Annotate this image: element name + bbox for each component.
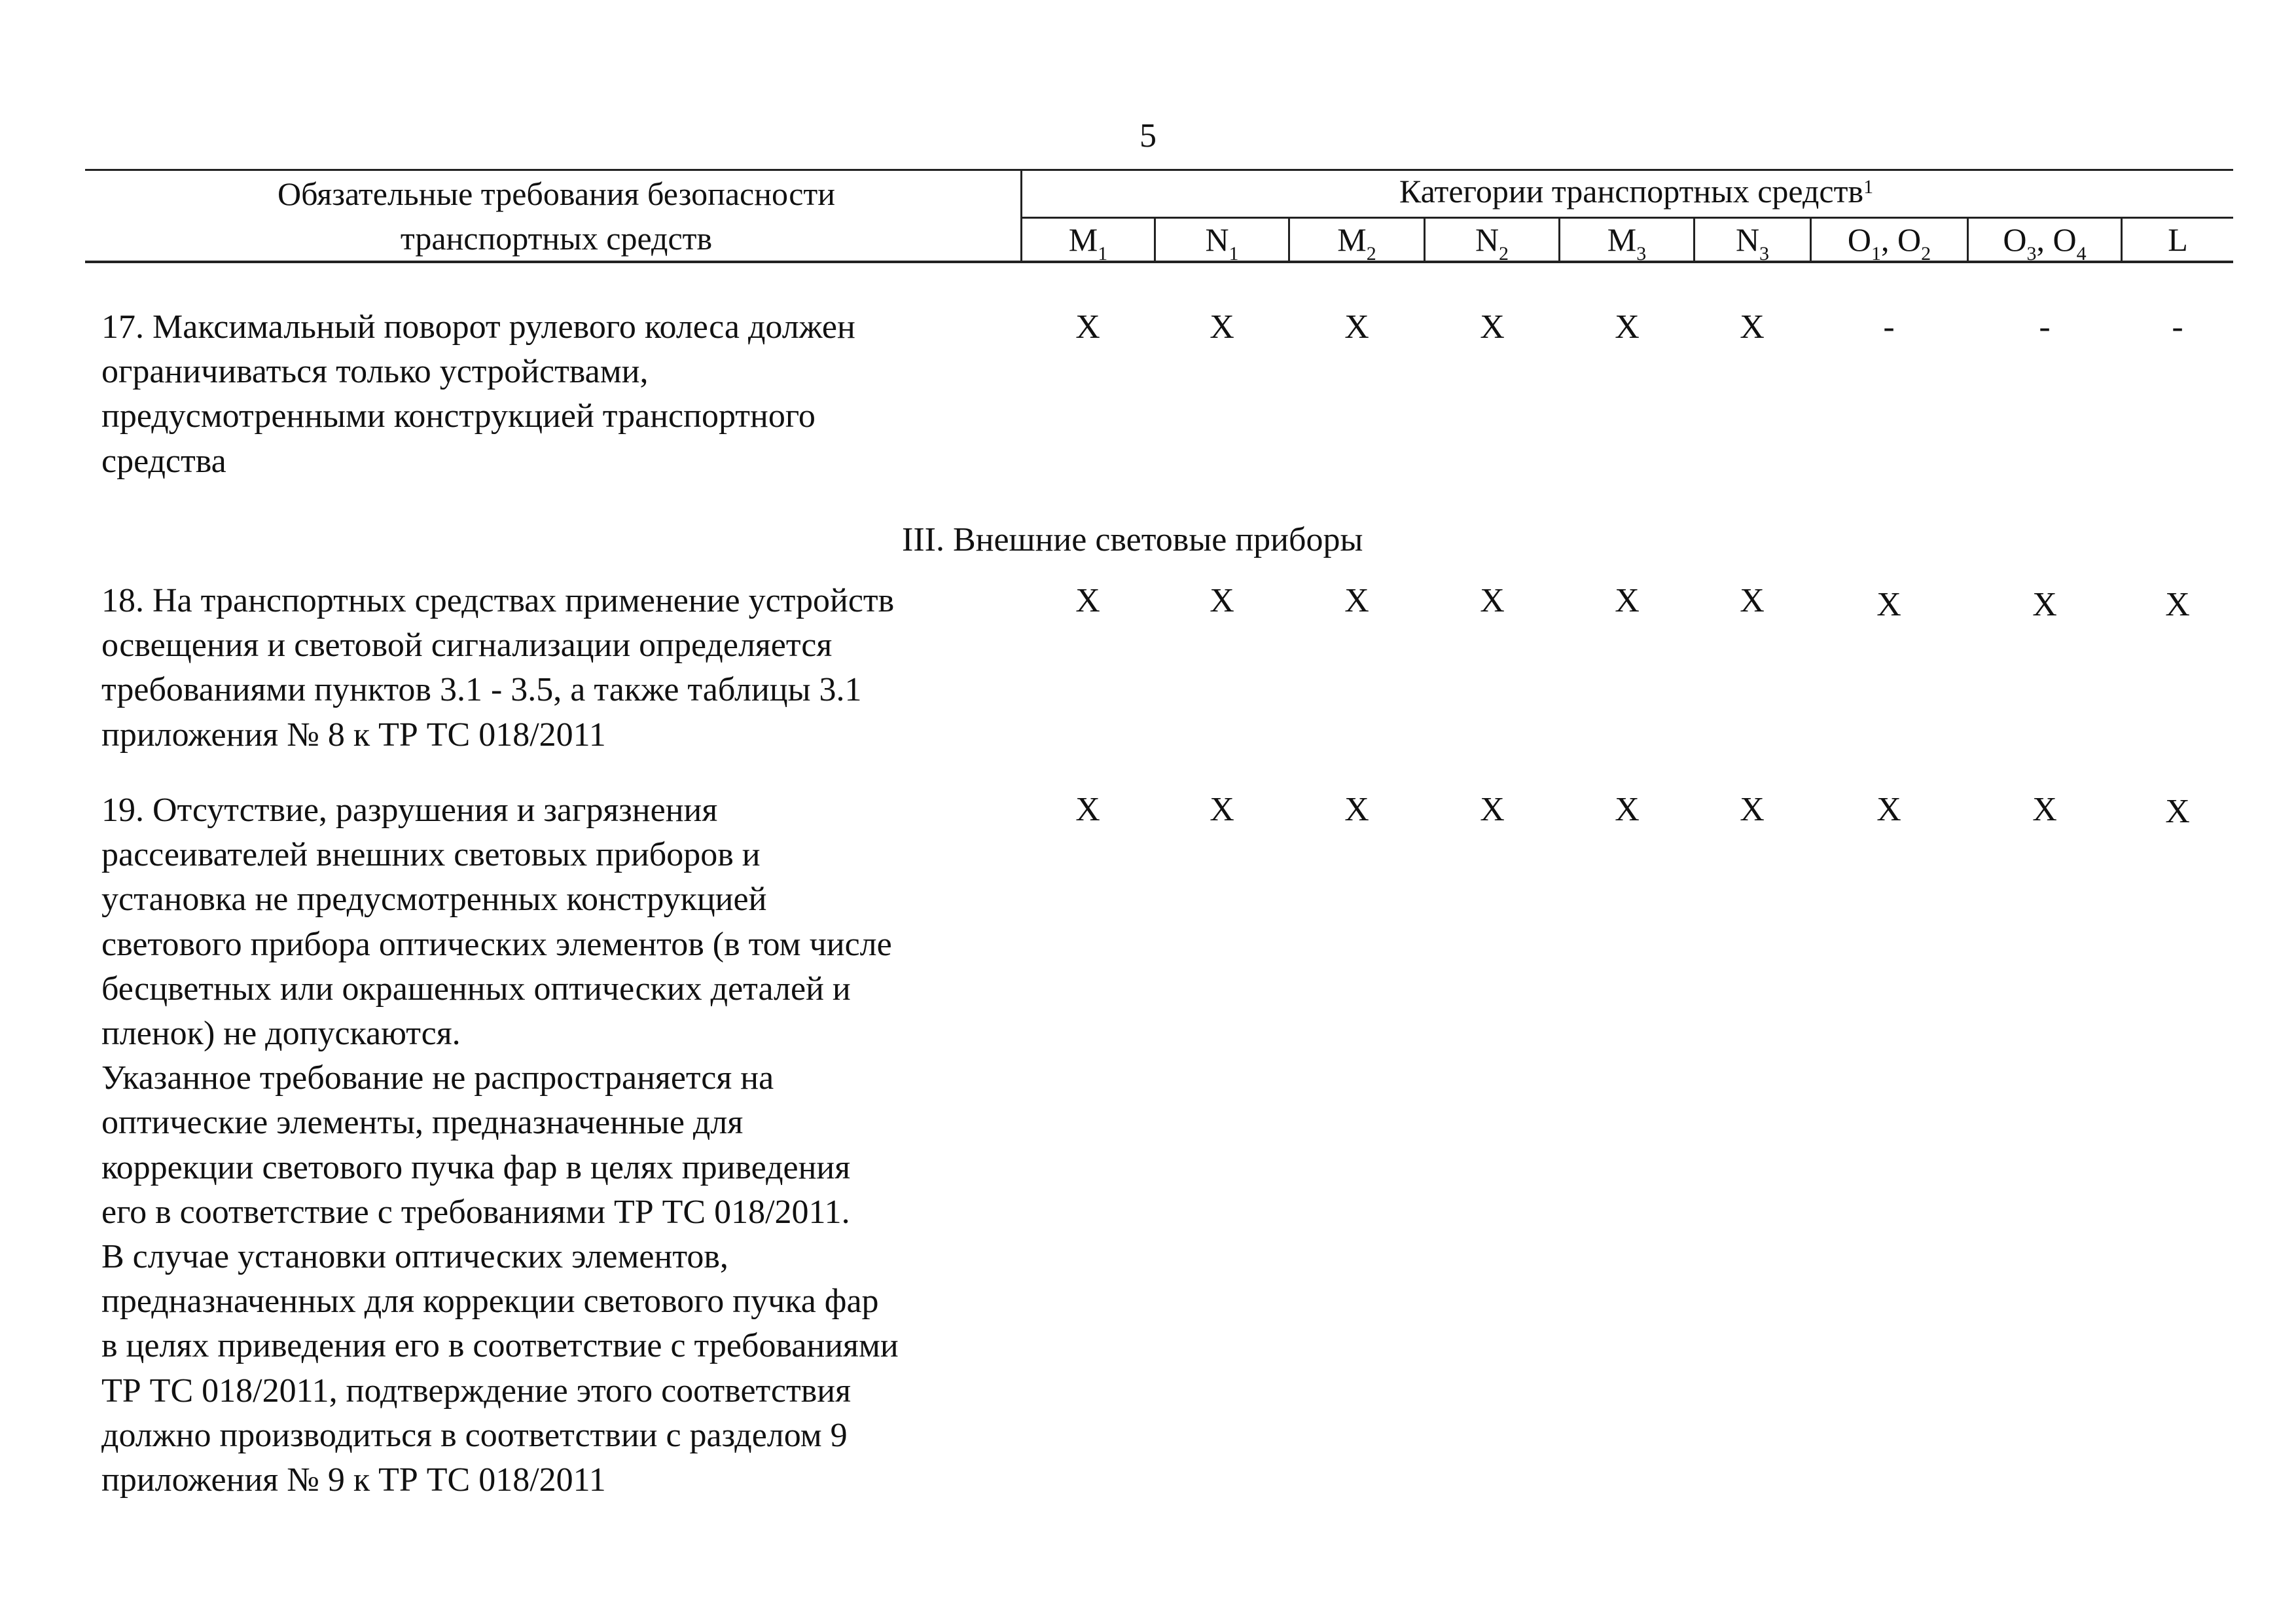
category-n2: $N_2$	[1475, 221, 1509, 264]
mark-o1-o2: X	[1876, 791, 1901, 828]
categories-column-header	[1021, 169, 2251, 213]
requirement-19-text	[101, 788, 1018, 1503]
header-bottom-rule	[85, 261, 2233, 263]
mark-n3: X	[1740, 308, 1765, 346]
mark-l: X	[2165, 586, 2190, 623]
mark-n2: X	[1480, 308, 1505, 346]
category-n1: $N_1$	[1205, 221, 1239, 264]
mark-m1: X	[1075, 308, 1100, 346]
mark-o3-o4: X	[2032, 586, 2057, 623]
mark-m2: X	[1344, 791, 1369, 828]
text-line: в целях приведения его в соответствие с требованиями	[101, 1327, 899, 1365]
text-line: рассеивателей внешних световых приборов и	[101, 836, 761, 874]
text-line: светового прибора оптических элементов (в том числе	[101, 925, 892, 963]
text-line: должно производиться в соответствии с разделом 9	[101, 1416, 848, 1454]
text-line: его в соответствие с требованиями ТР ТС 018/2011.	[101, 1193, 850, 1231]
mark-m1: X	[1075, 582, 1100, 619]
text-line: коррекции светового пучка фар в целях приведения	[101, 1148, 851, 1186]
mark-n2: X	[1480, 791, 1505, 828]
mark-m2: X	[1344, 582, 1369, 619]
category-m3: $M_3$	[1607, 221, 1647, 264]
text-line: требованиями пунктов 3.1 - 3.5, а также таблицы 3.1	[101, 671, 862, 709]
text-line: средства	[101, 442, 226, 480]
mark-m3: X	[1615, 791, 1640, 828]
mark-o3-o4: X	[2032, 791, 2057, 828]
category-o1-o2: $O_1$, $O_2$	[1847, 221, 1931, 264]
text-line: оптические элементы, предназначенные для	[101, 1104, 744, 1142]
category-l: L	[2168, 221, 2188, 258]
footnote-mark: 1	[1863, 176, 1874, 198]
mark-n1: X	[1210, 791, 1234, 828]
text-line: приложения № 8 к ТР ТС 018/2011	[101, 716, 606, 754]
text-line: установка не предусмотренных конструкцией	[101, 881, 767, 919]
requirements-column-header-line2: транспортных средств	[400, 220, 713, 257]
text-line: пленок) не допускаются.	[101, 1015, 461, 1053]
text-line: ТР ТС 018/2011, подтверждение этого соответствия	[101, 1372, 851, 1410]
text-line: В случае установки оптических элементов,	[101, 1238, 728, 1276]
mark-m1: X	[1075, 791, 1100, 828]
mark-m2: X	[1344, 308, 1369, 346]
category-o3-o4: $O_3$, $O_4$	[2003, 221, 2087, 264]
mark-n1: X	[1210, 308, 1234, 346]
mark-m3: X	[1615, 308, 1640, 346]
text-line: освещения и световой сигнализации определяется	[101, 627, 833, 665]
mark-l: -	[2172, 308, 2183, 346]
mark-m3: X	[1615, 582, 1640, 619]
categories-label: Категории транспортных средств	[1399, 173, 1864, 210]
requirements-column-header-line1: Обязательные требования безопасности	[277, 175, 836, 212]
mark-o3-o4: -	[2039, 308, 2051, 346]
text-line: Указанное требование не распространяется на	[101, 1059, 774, 1097]
requirement-17-text	[101, 305, 1018, 484]
text-line: 18. На транспортных средствах применение устройств	[101, 582, 895, 619]
mark-n2: X	[1480, 582, 1505, 619]
mark-o1-o2: -	[1883, 308, 1895, 346]
category-m2: $M_2$	[1337, 221, 1376, 264]
text-line: предназначенных для коррекции светового пучка фар	[101, 1283, 879, 1321]
mark-n3: X	[1740, 582, 1765, 619]
text-line: 17. Максимальный поворот рулевого колеса должен	[101, 308, 855, 346]
page-number: 5	[1139, 117, 1157, 155]
text-line: ограничиваться только устройствами,	[101, 353, 649, 391]
mark-n1: X	[1210, 582, 1234, 619]
section-title: III. Внешние световые приборы	[902, 521, 1363, 558]
category-m1: $M_1$	[1068, 221, 1108, 264]
mark-n3: X	[1740, 791, 1765, 828]
text-line: приложения № 9 к ТР ТС 018/2011	[101, 1461, 606, 1499]
mark-l: X	[2165, 793, 2190, 830]
mark-o1-o2: X	[1876, 586, 1901, 623]
text-line: предусмотренными конструкцией транспортного	[101, 397, 816, 435]
category-n3: $N_3$	[1735, 221, 1770, 264]
text-line: бесцветных или окрашенных оптических деталей и	[101, 970, 851, 1008]
requirement-18-text	[101, 579, 1018, 757]
text-line: 19. Отсутствие, разрушения и загрязнения	[101, 792, 718, 829]
